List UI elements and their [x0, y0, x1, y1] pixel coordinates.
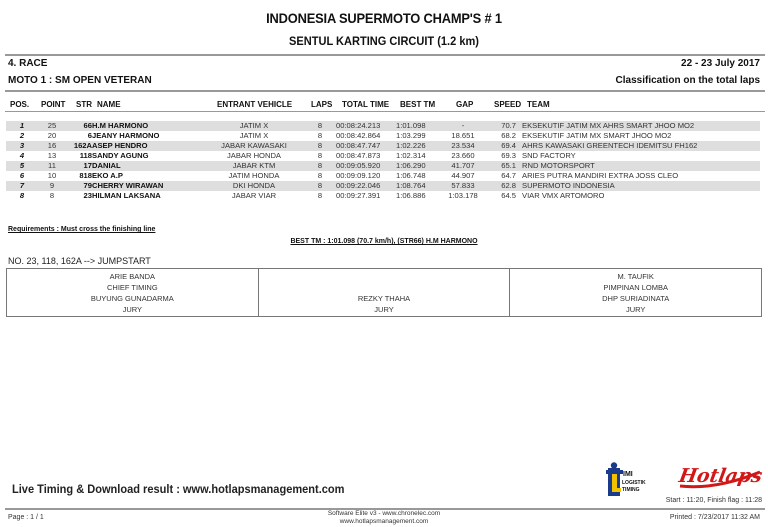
- cell-team: ARIES PUTRA MANDIRI EXTRA JOSS CLEO: [522, 171, 679, 180]
- cell-speed: 68.2: [501, 131, 516, 140]
- cell-pos: 6: [19, 171, 25, 180]
- cell-pos: 5: [19, 161, 25, 170]
- cell-pos: 4: [19, 151, 25, 160]
- col-vehicle: ENTRANT VEHICLE: [217, 100, 293, 109]
- cell-total: 00:09:27.391: [336, 191, 381, 200]
- hotlaps-logo: [676, 460, 764, 494]
- cell-total: 00:08:24.213: [336, 121, 381, 130]
- cell-name: EKO A.P: [92, 171, 123, 180]
- imi-logo-text: IMI: [623, 471, 633, 478]
- cell-pos: 8: [19, 191, 25, 200]
- cell-name: ASEP HENDRO: [92, 141, 148, 150]
- cell-laps: 8: [317, 121, 323, 130]
- cell-point: 8: [49, 191, 55, 200]
- cell-team: EKSEKUTIF JATIM MX SMART JHOO MO2: [522, 131, 672, 140]
- cell-laps: 8: [317, 161, 323, 170]
- cell-str: 818: [79, 171, 92, 180]
- col-team: TEAM: [527, 100, 550, 109]
- cell-pos: 7: [19, 181, 25, 190]
- cell-pos: 1: [19, 121, 25, 130]
- jury-role: JURY: [122, 305, 143, 314]
- table-row: [6, 161, 760, 171]
- jury-name: M. TAUFIK: [617, 272, 654, 281]
- software-credit: [0, 510, 768, 526]
- table-row: [6, 131, 760, 141]
- hotlaps-logo-text: Hotlaps: [677, 464, 764, 487]
- cell-vehicle: JABAR KTM: [232, 161, 276, 170]
- requirements-note: Requirements : Must cross the finishing line: [8, 226, 156, 233]
- cell-laps: 8: [317, 141, 323, 150]
- software-line-2: www.hotlapsmanagement.com: [339, 518, 429, 525]
- cell-total: 00:08:42.864: [336, 131, 381, 140]
- cell-best: 1:08.764: [396, 181, 426, 190]
- cell-gap: 1:03.178: [448, 191, 478, 200]
- jury-name: DHP SURIADINATA: [602, 294, 670, 303]
- header-divider-2: [5, 90, 765, 92]
- classification-label: Classification on the total laps: [615, 75, 760, 86]
- jury-col-left: [7, 269, 259, 316]
- cell-laps: 8: [317, 151, 323, 160]
- col-gap: GAP: [456, 100, 474, 109]
- software-line-1: Software Elite v3 - www.chronelec.com: [327, 510, 441, 517]
- cell-laps: 8: [317, 181, 323, 190]
- cell-team: SND FACTORY: [522, 151, 576, 160]
- cell-speed: 69.3: [501, 151, 516, 160]
- best-lap-note: BEST TM : 1:01.098 (70.7 km/h), (STR66) H.M HARMONO: [290, 238, 478, 245]
- cell-best: 1:06.886: [396, 191, 426, 200]
- cell-laps: 8: [317, 171, 323, 180]
- cell-name: H.M HARMONO: [92, 121, 149, 130]
- cell-point: 20: [47, 131, 57, 140]
- cell-str: 23: [83, 191, 92, 200]
- cell-speed: 69.4: [501, 141, 516, 150]
- jury-name: BUYUNG GUNADARMA: [90, 294, 174, 303]
- table-row: [6, 151, 760, 161]
- cell-vehicle: JATIM HONDA: [228, 171, 280, 180]
- col-pos: POS.: [10, 100, 30, 109]
- cell-gap: -: [461, 121, 465, 130]
- start-finish-times: Start : 11:20, Finish flag : 11:28: [665, 497, 762, 504]
- cell-point: 10: [47, 171, 57, 180]
- cell-laps: 8: [317, 131, 323, 140]
- jury-role: CHIEF TIMING: [106, 283, 158, 292]
- col-laps: LAPS: [311, 100, 333, 109]
- imi-logo-text: LOGISTIK: [622, 480, 646, 486]
- cell-str: 6: [87, 131, 92, 140]
- cell-gap: 23.534: [451, 141, 475, 150]
- page-number: Page : 1 / 1: [8, 514, 44, 521]
- table-row: [6, 141, 760, 151]
- cell-vehicle: JATIM X: [239, 131, 269, 140]
- cell-total: 00:08:47.747: [336, 141, 381, 150]
- cell-point: 13: [47, 151, 57, 160]
- cell-vehicle: JATIM X: [239, 121, 269, 130]
- jury-col-right: [510, 269, 761, 316]
- cell-team: RND MOTORSPORT: [522, 161, 595, 170]
- table-row: [6, 191, 760, 201]
- cell-gap: 23.660: [451, 151, 475, 160]
- cell-best: 1:03.299: [396, 131, 426, 140]
- cell-name: CHERRY WIRAWAN: [92, 181, 164, 190]
- cell-gap: 41.707: [451, 161, 475, 170]
- cell-speed: 64.5: [501, 191, 516, 200]
- jury-role: JURY: [374, 305, 394, 314]
- cell-str: 17: [83, 161, 92, 170]
- cell-best: 1:06.290: [396, 161, 426, 170]
- imi-logo-icon: [606, 462, 646, 498]
- cell-vehicle: JABAR KAWASAKI: [221, 141, 287, 150]
- cell-point: 11: [48, 161, 56, 170]
- jury-role: JURY: [625, 305, 646, 314]
- cell-speed: 64.7: [501, 171, 516, 180]
- cell-name: SANDY AGUNG: [92, 151, 149, 160]
- cell-speed: 62.8: [501, 181, 516, 190]
- document-title: INDONESIA SUPERMOTO CHAMP'S # 1: [266, 10, 502, 26]
- race-date: 22 - 23 July 2017: [681, 58, 760, 69]
- cell-total: 00:09:09.120: [336, 171, 381, 180]
- col-str: STR: [76, 100, 92, 109]
- cell-name: DANIAL: [92, 161, 121, 170]
- cell-team: VIAR VMX ARTOMORO: [522, 191, 605, 200]
- cell-gap: 57.833: [451, 181, 475, 190]
- cell-team: EKSEKUTIF JATIM MX AHRS SMART JHOO MO2: [522, 121, 695, 130]
- hotlaps-logo-icon: [676, 460, 764, 494]
- jury-table: [6, 268, 762, 317]
- cell-vehicle: DKI HONDA: [232, 181, 276, 190]
- live-timing-link: Live Timing & Download result : www.hotlapsmanagement.com: [12, 482, 345, 496]
- cell-best: 1:02.226: [396, 141, 426, 150]
- cell-vehicle: JABAR VIAR: [231, 191, 277, 200]
- table-row: [6, 121, 760, 131]
- col-best-tm: BEST TM: [400, 100, 436, 109]
- cell-str: 66: [83, 121, 92, 130]
- cell-best: 1:01.098: [396, 121, 426, 130]
- cell-gap: 18.651: [451, 131, 475, 140]
- table-row: [6, 171, 760, 181]
- cell-team: AHRS KAWASAKI GREENTECH IDEMITSU FH162: [522, 141, 698, 150]
- cell-str: 118: [79, 151, 92, 160]
- cell-best: 1:02.314: [396, 151, 426, 160]
- category-label: MOTO 1 : SM OPEN VETERAN: [8, 75, 152, 86]
- cell-point: 16: [47, 141, 57, 150]
- header-divider: [5, 54, 765, 56]
- cell-total: 00:09:22.046: [336, 181, 381, 190]
- col-point: POINT: [41, 100, 66, 109]
- circuit-subtitle: SENTUL KARTING CIRCUIT (1.2 km): [289, 34, 479, 48]
- cell-speed: 65.1: [501, 161, 516, 170]
- race-label: 4. RACE: [8, 58, 48, 69]
- cell-team: SUPERMOTO INDONESIA: [522, 181, 615, 190]
- col-name: NAME: [97, 100, 121, 109]
- jury-name: ARIE BANDA: [109, 272, 156, 281]
- cell-vehicle: JABAR HONDA: [226, 151, 281, 160]
- cell-total: 00:09:05.920: [336, 161, 381, 170]
- jury-col-middle: [259, 269, 511, 316]
- cell-name: HILMAN LAKSANA: [92, 191, 161, 200]
- jumpstart-note: NO. 23, 118, 162A --> JUMPSTART: [8, 256, 151, 266]
- cell-pos: 2: [19, 131, 25, 140]
- cell-str: 162A: [73, 141, 92, 150]
- cell-laps: 8: [317, 191, 323, 200]
- cell-total: 00:08:47.873: [336, 151, 381, 160]
- cell-speed: 70.7: [501, 121, 516, 130]
- cell-str: 79: [83, 181, 92, 190]
- cell-point: 9: [49, 181, 55, 190]
- imi-logistik-timing-logo: [606, 462, 646, 498]
- cell-best: 1:06.748: [396, 171, 426, 180]
- table-header-divider: [5, 111, 765, 112]
- cell-gap: 44.907: [451, 171, 475, 180]
- cell-pos: 3: [19, 141, 25, 150]
- printed-timestamp: Printed : 7/23/2017 11:32 AM: [669, 514, 760, 521]
- cell-name: JEANY HARMONO: [92, 131, 160, 140]
- imi-logo-text: TIMING: [622, 487, 640, 493]
- jury-role: PIMPINAN LOMBA: [603, 283, 668, 292]
- col-speed: SPEED: [494, 100, 522, 109]
- cell-point: 25: [47, 121, 57, 130]
- jury-name: REZKY THAHA: [357, 294, 411, 303]
- table-row: [6, 181, 760, 191]
- col-total-time: TOTAL TIME: [342, 100, 390, 109]
